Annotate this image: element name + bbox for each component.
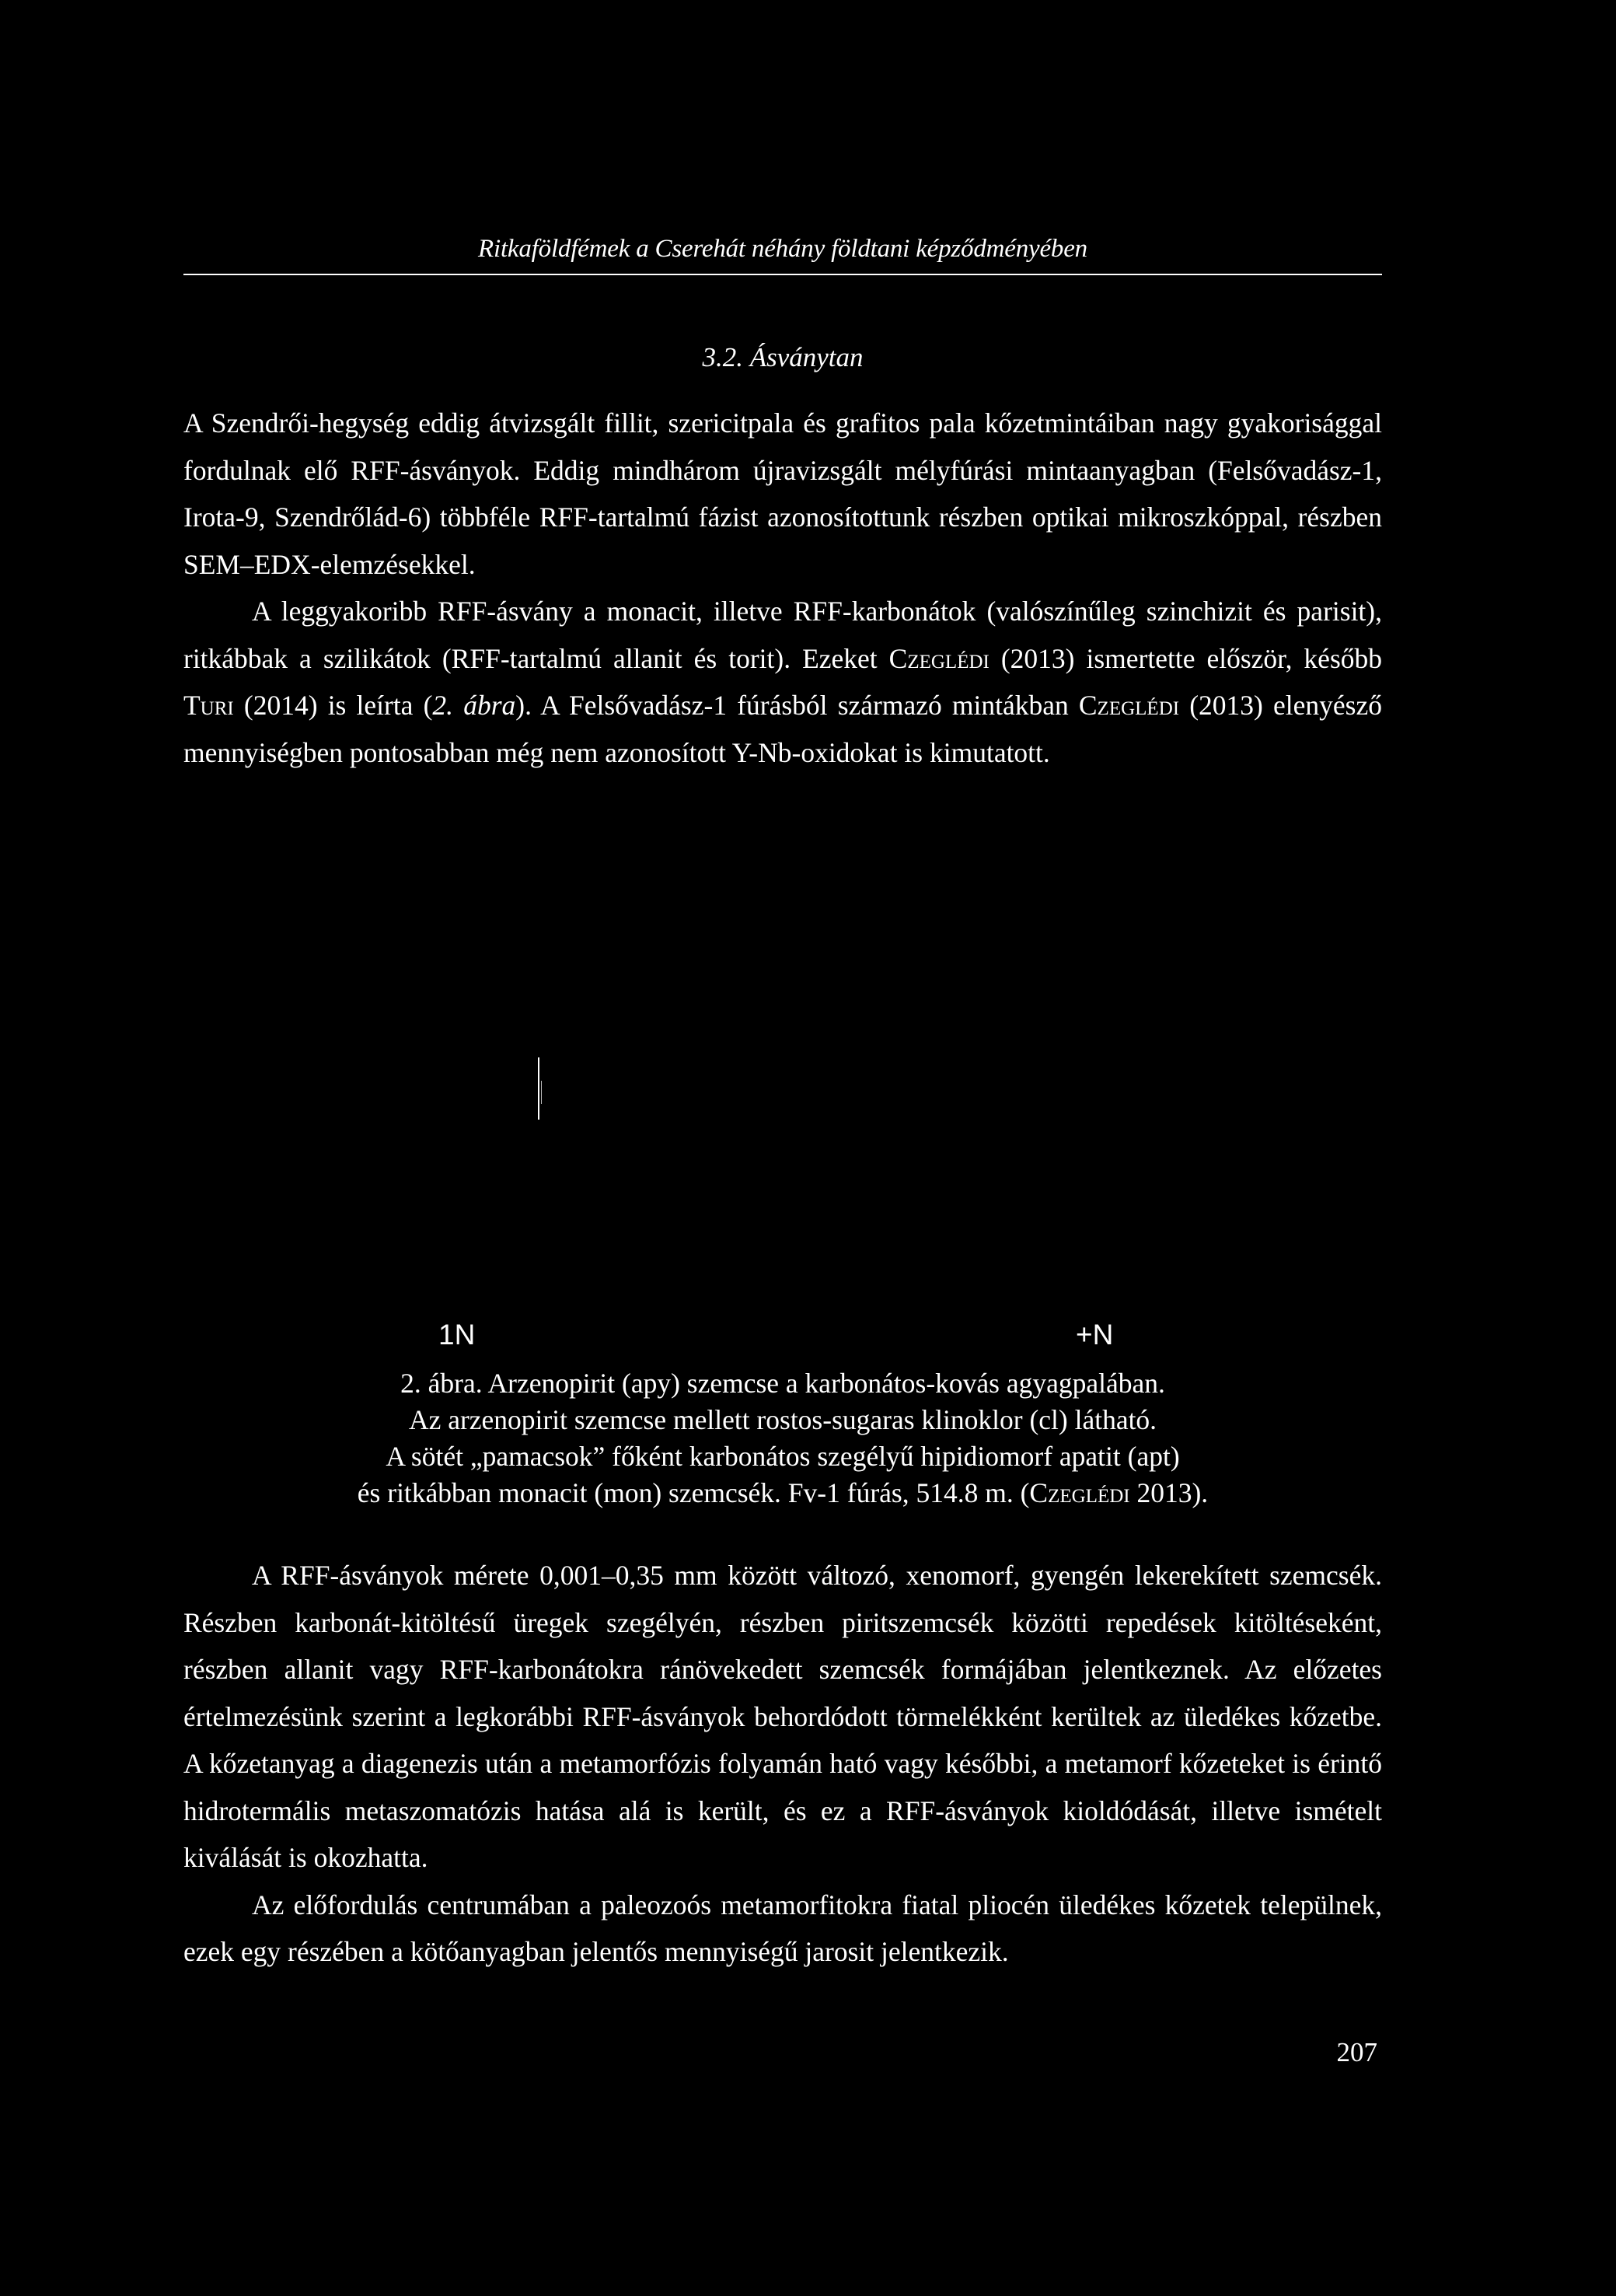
paragraph-2 [183,588,1382,776]
author-citation: Czeglédi [1078,690,1180,721]
body-text-bottom [183,1552,1382,1976]
figure-caption [183,1365,1382,1511]
page-number: 207 [1336,2037,1377,2067]
figure-image-area [183,972,1382,1345]
paragraph-2-text: ). A Felsővadász-1 fúrásból származó mintákban [515,690,1079,721]
body-text-top [183,400,1382,776]
caption-text: és ritkábban monacit (mon) szemcsék. Fv-1 fúrás, 514.8 m. ( [357,1477,1030,1508]
caption-line: A sötét „pamacsok” főként karbonátos szegélyű hipidiomorf apatit (apt) [386,1441,1180,1472]
author-citation: Turi [183,690,234,721]
paragraph-2-text: (2014) is leírta ( [233,690,433,721]
caption-line: Az arzenopirit szemcse mellett rostos-sugaras klinoklor (cl) látható. [408,1404,1157,1435]
figure-artifact-line [538,1057,539,1120]
panel-label-left: 1N [438,1319,476,1351]
caption-text: 2013). [1129,1477,1209,1508]
author-citation: Czeglédi [1029,1477,1130,1508]
paragraph-2-text: (2013) ismertette először, később [989,642,1383,674]
running-title: Ritkaföldfémek a Cserehát néhány földtani képződményében [478,235,1087,263]
paragraph-2-text: A leggyakoribb RFF-ásvány a monacit, illetve RFF-karbonátok (valószínűleg szinchizit és parisit), ritkábbak a szilikátok (RFF-tartalmú allanit és torit). Ezeket [183,596,1382,674]
figure-artifact-line [541,1081,542,1104]
section-title: 3.2. Ásványtan [702,342,864,372]
author-citation: Czeglédi [888,642,989,674]
figure-reference: 2. ábra [432,690,516,721]
header-rule [183,274,1382,275]
paragraph-1: A Szendrői-hegység eddig átvizsgált fillit, szericitpala és grafitos pala kőzetmintáiban nagy gyakorisággal fordulnak elő RFF-ásványok. Eddig mindhárom újravizsgált mélyfúrási mintaanyagban (Felsővadász-1, Irota-9, Szendrőlád-6) többféle RFF-tartalmú fázist azonosítottunk részben optikai mikroszkóppal, részben SEM–EDX-elemzésekkel. [183,407,1382,580]
caption-line: 2. ábra. Arzenopirit (apy) szemcse a karbonátos-kovás agyagpalában. [400,1368,1165,1399]
paragraph-4: Az előfordulás centrumában a paleozoós metamorfitokra fiatal pliocén üledékes kőzetek települnek, ezek egy részében a kötőanyagban jelentős mennyiségű jarosit jelentkezik. [183,1889,1382,1967]
paragraph-2-text: (2013) elenyésző mennyiségben pontosabban még nem azonosított Y-Nb-oxidokat is kimutatott. [183,690,1382,768]
panel-label-right: +N [1076,1319,1114,1351]
paragraph-3: A RFF-ásványok mérete 0,001–0,35 mm között változó, xenomorf, gyengén lekerekített szemcsék. Részben karbonát-kitöltésű üregek szegélyén, részben piritszemcsék közötti repedések kitöltéseként, részben allanit vagy RFF-karbonátokra ránövekedett szemcsék formájában jelentkeznek. Az előzetes értelmezésünk szerint a legkorábbi RFF-ásványok behordódott törmelékként kerültek az üledékes kőzetbe. A kőzetanyag a diagenezis után a metamorfózis folyamán ható vagy későbbi, a metamorf kőzeteket is érintő hidrotermális metaszomatózis hatása alá is került, és ez a RFF-ásványok kioldódását, illetve ismételt kiválását is okozhatta. [183,1560,1382,1873]
caption-line [183,1475,1382,1511]
